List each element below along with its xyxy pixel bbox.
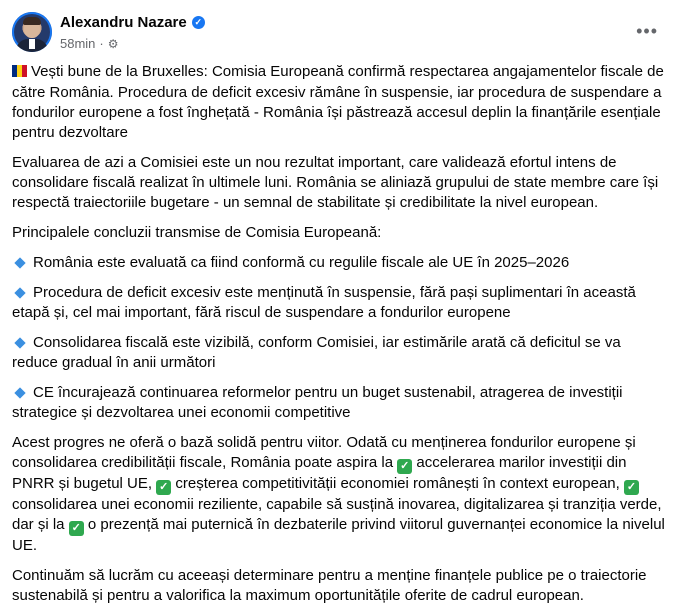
paragraph-evaluation: Evaluarea de azi a Comisiei este un nou rezultat important, care validează efortul intens de consolidare fiscală realizat în ultimele luni. România se aliniază grupului de state membre care își respectă traiectoriile bugetare - un semnal de stabilitate și credibilitate la nivel european. <box>12 154 659 211</box>
blue-diamond-icon <box>14 387 25 398</box>
more-options-icon[interactable]: ••• <box>636 21 658 41</box>
romania-flag-icon <box>12 63 27 83</box>
progress-text-4: consolidarea unei economii reziliente, capabile să susțină inovarea, digitalizarea și tranziția verde, dar și la <box>12 496 662 533</box>
blue-diamond-icon <box>14 257 25 268</box>
bullet-text: Procedura de deficit excesiv este menținută în suspensie, fără pași suplimentari în această etapă și, cel mai important, fără riscul de suspendare a fondurilor europene <box>12 284 636 321</box>
post-title-paragraph <box>12 62 668 143</box>
avatar-hair <box>23 17 41 25</box>
bullet-text: România este evaluată ca fiind conformă cu regulile fiscale ale UE în 2025–2026 <box>33 254 570 271</box>
bullet-item <box>12 283 668 323</box>
post-timestamp[interactable]: 58min <box>60 36 96 51</box>
bullet-item <box>12 383 668 423</box>
post-content <box>12 62 668 616</box>
progress-text-3: creșterea competitivității economiei românești în context european, <box>175 475 620 492</box>
bullet-item <box>12 333 668 373</box>
gear-icon[interactable]: ⚙ <box>107 36 119 51</box>
bullet-text: CE încurajează continuarea reformelor pentru un buget sustenabil, atragerea de investiții strategice și dezvoltarea unei economii competitive <box>12 384 623 421</box>
post-title: Vești bune de la Bruxelles: Comisia Europeană confirmă respectarea angajamentelor fiscale de către România. Procedura de deficit excesiv rămâne în suspensie, iar procedura de suspendare a fondurilor europene a fost înghețată - România își păstrează accesul deplin la finanțările esențiale pentru dezvoltare <box>12 63 664 141</box>
progress-text-1: Acest progres ne oferă o bază solidă pentru viitor. Odată cu menținerea fondurilor europene și consolidarea credibilității fiscale, România poate aspira la <box>12 434 636 471</box>
bullet-text: Consolidarea fiscală este vizibilă, conform Comisiei, iar estimările arată că deficitul se va reduce gradual în anii următori <box>12 334 621 371</box>
progress-text-2: accelerarea marilor investiții din PNRR și bugetul UE, <box>12 454 627 492</box>
paragraph-closing: Continuăm să lucrăm cu aceeași determinare pentru a menține finanțele publice pe o traiectorie sustenabilă și pentru a valorifica la maximum oportunitățile oferite de cadrul european. <box>12 567 647 604</box>
green-check-icon: ✓ <box>624 480 639 495</box>
blue-diamond-icon <box>14 287 25 298</box>
green-check-icon: ✓ <box>69 521 84 536</box>
green-check-icon: ✓ <box>156 480 171 495</box>
avatar[interactable] <box>12 12 52 52</box>
avatar-shirt <box>29 39 35 49</box>
blue-diamond-icon <box>14 337 25 348</box>
post-header <box>12 12 664 56</box>
author-name[interactable]: Alexandru Nazare <box>60 14 187 31</box>
bullet-item <box>12 253 668 273</box>
post-meta <box>60 36 119 51</box>
conclusions-intro: Principalele concluzii transmise de Comisia Europeană: <box>12 224 382 241</box>
verified-badge-icon: ✓ <box>192 16 205 29</box>
green-check-icon: ✓ <box>397 459 412 474</box>
meta-separator: · <box>99 36 104 51</box>
author-name-row <box>60 14 205 31</box>
paragraph-progress <box>12 433 668 556</box>
progress-text-5: o prezență mai puternică în dezbaterile privind viitorul guvernanței economice la nivelul UE. <box>12 516 665 554</box>
